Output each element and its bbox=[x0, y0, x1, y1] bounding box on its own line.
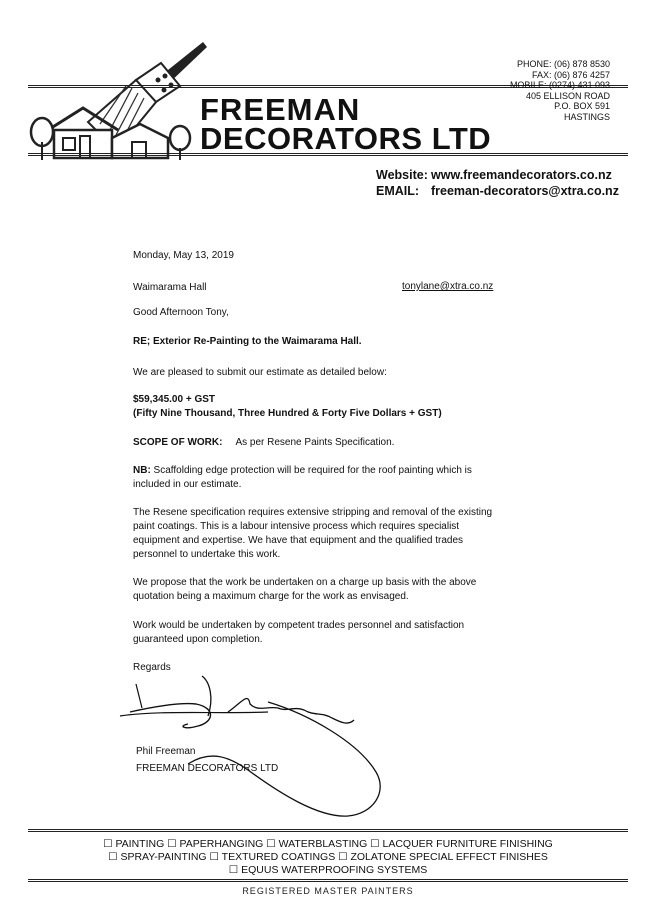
scope-of-work bbox=[133, 436, 394, 450]
registered-master-painters: REGISTERED MASTER PAINTERS bbox=[242, 886, 414, 896]
website-link[interactable]: www.freemandecorators.co.nz bbox=[431, 168, 612, 182]
company-logo bbox=[28, 38, 208, 163]
footer-rule-bottom bbox=[28, 879, 628, 882]
price: $59,345.00 + GST bbox=[133, 394, 216, 405]
para1-line1: The Resene specification requires extensive stripping and removal of the existing bbox=[133, 507, 493, 518]
mobile: MOBILE: (0274) 431 093 bbox=[509, 80, 610, 91]
email-link[interactable]: freeman-decorators@xtra.co.nz bbox=[431, 184, 619, 198]
website-label: Website: bbox=[376, 168, 428, 182]
nb-note bbox=[133, 464, 472, 492]
scope-text: As per Resene Paints Specification. bbox=[235, 437, 395, 448]
email-label: EMAIL: bbox=[376, 184, 420, 198]
re-line: RE; Exterior Re-Painting to the Waimarama Hall. bbox=[133, 336, 362, 347]
fax: FAX: (06) 876 4257 bbox=[531, 69, 610, 80]
phone: PHONE: (06) 878 8530 bbox=[516, 59, 610, 69]
recipient-email-link[interactable]: tonylane@xtra.co.nz bbox=[402, 281, 494, 292]
nb-label: NB: bbox=[133, 465, 151, 476]
price-words: (Fifty Nine Thousand, Three Hundred & Forty Five Dollars + GST) bbox=[133, 408, 442, 419]
para1-line2: paint coatings. This is a labour intensive process which requires specialist bbox=[133, 521, 460, 532]
nb-line2: included in our estimate. bbox=[133, 479, 242, 490]
footer-rule-top bbox=[28, 829, 628, 832]
company-name-line2: DECORATORS LTD bbox=[200, 121, 492, 156]
paragraph-charge bbox=[133, 576, 476, 604]
company-name-line1: FREEMAN bbox=[200, 92, 361, 127]
services-line3: ☐ EQUUS WATERPROOFING SYSTEMS bbox=[228, 864, 428, 876]
address-city: HASTINGS bbox=[563, 111, 610, 122]
para3-line1: Work would be undertaken by competent trades personnel and satisfaction bbox=[133, 620, 465, 631]
services-line1: ☐ PAINTING ☐ PAPERHANGING ☐ WATERBLASTING ☐ LACQUER FURNITURE FINISHING bbox=[103, 838, 553, 850]
para1-line4: personnel to undertake this work. bbox=[133, 549, 281, 560]
paragraph-specification bbox=[133, 506, 492, 562]
letter-date: Monday, May 13, 2019 bbox=[133, 250, 234, 261]
greeting: Good Afternoon Tony, bbox=[133, 307, 229, 318]
regards: Regards bbox=[133, 662, 171, 673]
address-line2: P.O. BOX 591 bbox=[554, 101, 610, 112]
address-line1: 405 ELLISON ROAD bbox=[525, 90, 610, 101]
para3-line2: guaranteed upon completion. bbox=[133, 634, 263, 645]
signer-company: FREEMAN DECORATORS LTD bbox=[136, 763, 279, 774]
para1-line3: equipment and expertise. We have that equipment and the qualified trades bbox=[133, 535, 464, 546]
web-contact bbox=[376, 167, 619, 199]
signer-name: Phil Freeman bbox=[136, 746, 196, 757]
para2-line2: quotation being a maximum charge for the work as envisaged. bbox=[133, 591, 409, 602]
scope-label: SCOPE OF WORK: bbox=[133, 437, 223, 448]
recipient: Waimarama Hall bbox=[133, 282, 207, 293]
paragraph-personnel bbox=[133, 619, 464, 647]
contact-block bbox=[510, 59, 610, 123]
services-line2: ☐ SPRAY-PAINTING ☐ TEXTURED COATINGS ☐ ZOLATONE SPECIAL EFFECT FINISHES bbox=[108, 851, 548, 863]
nb-line1: Scaffolding edge protection will be required for the roof painting which is bbox=[150, 465, 472, 476]
para2-line1: We propose that the work be undertaken on a charge up basis with the above bbox=[133, 577, 477, 588]
intro: We are pleased to submit our estimate as detailed below: bbox=[133, 367, 387, 378]
